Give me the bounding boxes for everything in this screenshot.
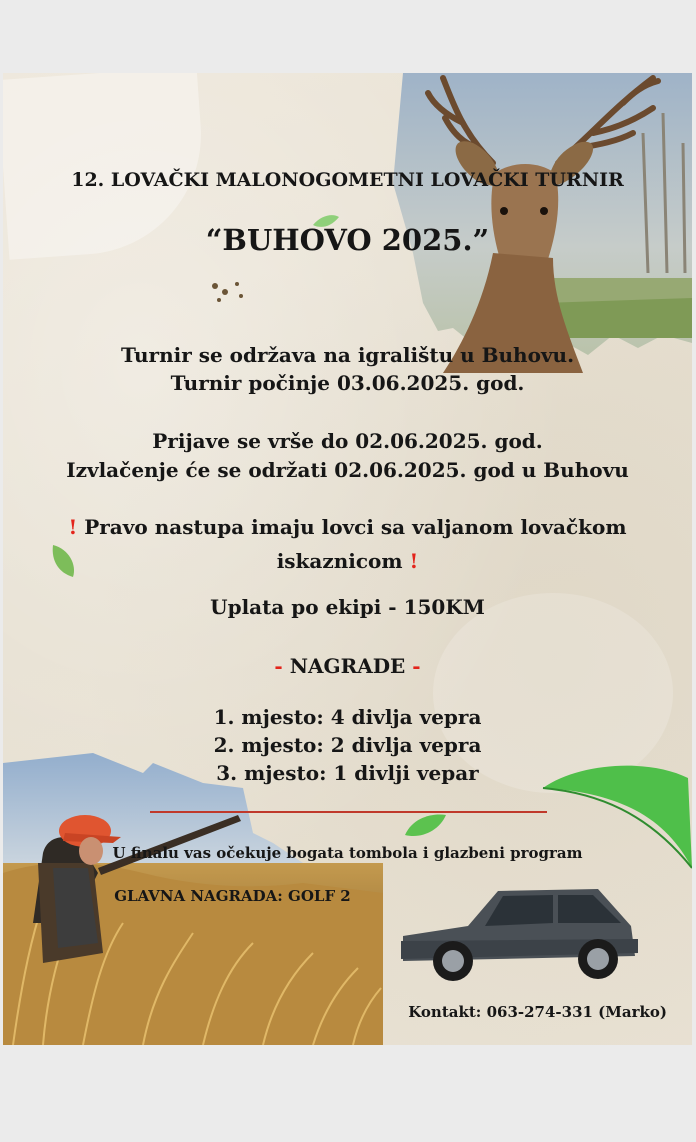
location-line: Turnir se održava na igralištu u Buhovu. — [120, 343, 575, 367]
main-prize-line: GLAVNA NAGRADA: GOLF 2 — [114, 887, 351, 905]
main-title: “BUHOVO 2025.” — [205, 223, 490, 257]
prizes-heading — [3, 654, 692, 678]
prize-item: 3. mjesto: 1 divlji vepar — [216, 761, 479, 785]
prize-item: 2. mjesto: 2 divlja vepra — [213, 733, 482, 757]
eligibility-text-2: iskaznicom — [276, 549, 403, 573]
fee-line: Uplata po ekipi - 150KM — [210, 595, 485, 619]
heading-dash-left: - — [274, 654, 283, 678]
prizes-heading-text: NAGRADE — [289, 654, 406, 678]
exclamation-icon: ! — [68, 515, 78, 539]
prize-item: 1. mjesto: 4 divlja vepra — [213, 705, 482, 729]
divider-line — [150, 811, 547, 813]
eligibility-text-1: Pravo nastupa imaju lovci sa valjanom lovačkom — [84, 515, 627, 539]
draw-line: Izvlačenje će se održati 02.06.2025. god u Buhovu — [66, 458, 629, 482]
eligibility-line-1 — [3, 515, 692, 539]
heading-dash-right: - — [412, 654, 421, 678]
leaf-icon — [403, 813, 448, 839]
registration-line: Prijave se vrše do 02.06.2025. god. — [152, 429, 543, 453]
tombola-line: U finalu vas očekuje bogata tombola i glazbeni program — [112, 844, 583, 862]
exclamation-icon: ! — [409, 549, 419, 573]
edition-title: 12. LOVAČKI MALONOGOMETNI LOVAČKI TURNIR — [71, 169, 624, 191]
dots-decoration — [209, 278, 249, 308]
start-line: Turnir počinje 03.06.2025. god. — [170, 371, 525, 395]
poster — [3, 73, 692, 1045]
eligibility-line-2 — [3, 549, 692, 573]
contact-line: Kontakt: 063-274-331 (Marko) — [408, 1003, 667, 1021]
